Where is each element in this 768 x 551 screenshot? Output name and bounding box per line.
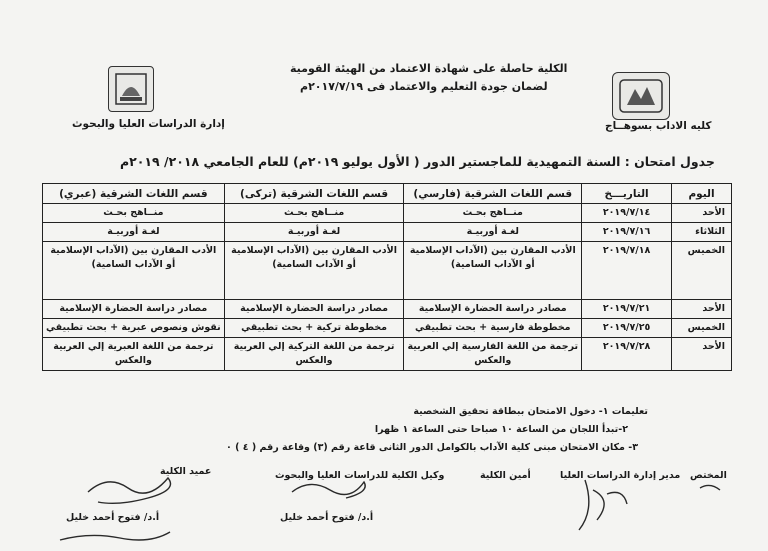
cell-farsi: مصادر دراسة الحضارة الإسلامية [404,300,582,319]
graduate-studies-dept: إدارة الدراسات العليا والبحوث [72,118,225,130]
cell-date: ٢٠١٩/٧/١٦ [582,223,672,242]
cell-turki: ترجمة من اللغة التركية إلي العربية والعكس [224,338,404,371]
cell-farsi: الأدب المقارن بين (الآداب الإسلامية أو الآداب السامية) [404,242,582,300]
sig-dean: عميد الكلية [160,466,212,477]
cell-day: الأحد [672,204,732,223]
cell-date: ٢٠١٩/٧/٢٨ [582,338,672,371]
cell-ibri: ترجمة من اللغة العبرية إلي العربية والعكس [43,338,225,371]
cell-ibri: نقوش ونصوص عبرية + بحث تطبيقي [43,319,225,338]
instruction-3: ٣- مكان الامتحان مبنى كلية الآداب بالكوامل الدور الثانى قاعة رقم (٣) وقاعة رقم ( ٤ ) ٠ [226,442,638,453]
cell-farsi: لغـة أوربيـة [404,223,582,242]
cell-day: الأحد [672,300,732,319]
cell-farsi: ترجمة من اللغة الفارسية إلي العربية والعكس [404,338,582,371]
cell-day: الثلاثاء [672,223,732,242]
cell-turki: منــاهج بحـث [224,204,404,223]
cell-turki: مخطوطة تركية + بحث تطبيقي [224,319,404,338]
cell-day: الخميس [672,319,732,338]
cell-farsi: مخطوطة فارسية + بحث تطبيقي [404,319,582,338]
header-farsi: قسم اللغات الشرقية (فارسي) [404,184,582,204]
cell-turki: لغـة أوربيـة [224,223,404,242]
cell-date: ٢٠١٩/٧/١٨ [582,242,672,300]
header-day: اليوم [672,184,732,204]
sig-gs-manager: مدير إدارة الدراسات العليا [560,470,681,481]
vice-dean-name: أ.د/ فتوح أحمد خليل [280,512,374,523]
cell-turki: الأدب المقارن بين (الآداب الإسلامية أو الآداب السامية) [224,242,404,300]
cell-date: ٢٠١٩/٧/٢٥ [582,319,672,338]
faculty-name: كليه الاداب بسوهــاج [605,120,712,132]
cell-turki: مصادر دراسة الحضارة الإسلامية [224,300,404,319]
sig-specialist: المختص [690,470,727,481]
cell-day: الأحد [672,338,732,371]
cell-ibri: لغـة أوربيـة [43,223,225,242]
page-title: جدول امتحان : السنة التمهيدية للماجستير الدور ( الأول يوليو ٢٠١٩م) للعام الجامعي ٢٠١٨/ ٢٠١٩م [120,154,715,169]
cell-farsi: منــاهج بحـث [404,204,582,223]
sig-vice-dean: وكيل الكلية للدراسات العليا والبحوث [275,470,445,481]
cell-date: ٢٠١٩/٧/١٤ [582,204,672,223]
cell-day: الخميس [672,242,732,300]
instruction-2: ٢-تبدأ اللجان من الساعة ١٠ صباحا حتى الساعة ١ ظهرا [374,424,628,435]
cell-ibri: مصادر دراسة الحضارة الإسلامية [43,300,225,319]
instruction-1: تعليمات ١- دخول الامتحان ببطاقة تحقيق الشخصية [413,406,648,417]
accreditation-line-1: الكلية حاصلة على شهادة الاعتماد من الهيئة القومية [290,62,568,75]
cell-date: ٢٠١٩/٧/٢١ [582,300,672,319]
dean-name: أ.د/ فتوح أحمد خليل [66,512,160,523]
accreditation-line-2: لضمان جودة التعليم والاعتماد فى ٢٠١٧/٧/١٩م [300,80,548,93]
header-turki: قسم اللغات الشرقية (تركى) [224,184,404,204]
header-date: التاريـــخ [582,184,672,204]
cell-ibri: الأدب المقارن بين (الآداب الإسلامية أو الآداب السامية) [43,242,225,300]
header-ibri: قسم اللغات الشرقية (عبري) [43,184,225,204]
sig-faculty-secretary: أمين الكلية [480,470,531,481]
cell-ibri: منــاهج بحـث [43,204,225,223]
